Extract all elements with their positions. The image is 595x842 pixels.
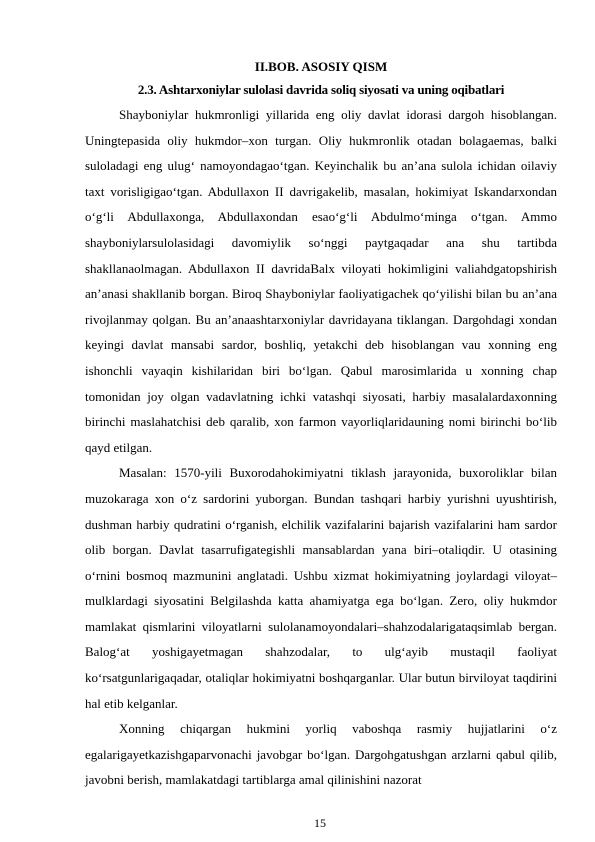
- chapter-title: II.BOB. ASOSIY QISM: [254, 59, 388, 74]
- text-column: [85, 58, 557, 793]
- page-number: 15: [314, 816, 326, 830]
- paragraph-3: Xonning chiqargan hukmini yorliq vaboshqa rasmiy hujjatlarini o‘z egalarigayetkazishgaparvonachi javobgar bo‘lgan. Dargohgatushgan arzlarni qabul qilib, javobni berish, mamlakatdagi tartiblarga amal qilinishini nazorat: [85, 721, 557, 788]
- paragraph-1: Shayboniylar hukmronligi yillarida eng oliy davlat idorasi dargoh hisoblangan. Uningtepasida oliy hukmdor–xon turgan. Oliy hukmronlik otadan bolagaemas, balki suloladagi eng ulug‘ namoyondagao‘tgan. Keyinchalik bu an’ana sulola ichidan oilaviy taxt vorisligigao‘tgan. Abdullaxon II davrigakelib, masalan, hokimiyat Iskandarxondan o‘g‘li Abdullaxonga, Abdullaxondan esao‘g‘li Abdulmo‘minga o‘tgan. Ammo shayboniylarsulolasidagi davomiylik so‘nggi paytgaqadar ana shu tartibda shakllanaolmagan. Abdullaxon II davridaBalx viloyati hokimligini valiahdgatopshirish an’anasi shakllanib borgan. Biroq Shayboniylar faoliyatigachek qo‘yilishi bilan bu an’ana rivojlanmay qolgan. Bu an’anaashtarxoniylar davridayana tiklangan. Dargohdagi xondan keyingi davlat mansabi sardor, boshliq, yetakchi deb hisoblangan vau xonning eng ishonchli vayaqin kishilaridan biri bo‘lgan. Qabul marosimlarida u xonning chap tomonidan joy olgan vadavlatning ichki vatashqi siyosati, harbiy masalalardaxonning birinchi maslahatchisi deb qaralib, xon farmon vayorliqlaridauning nomi birinchi bo‘lib qayd etilgan.: [85, 107, 557, 455]
- section-title: 2.3. Ashtarxoniylar sulolasi davrida soliq siyosati va uning oqibatlari: [137, 82, 505, 97]
- paragraph-2: Masalan: 1570-yili Buxorodahokimiyatni tiklash jarayonida, buxoroliklar bilan muzokaraga xon o‘z sardorini yuborgan. Bundan tashqari harbiy yurishni uyushtirish, dushman harbiy qudratini o‘rganish, elchilik vazifalarini bajarish vazifalarini ham sardor olib borgan. Davlat tasarrufigategishli mansablardan yana biri–otaliqdir. U otasining o‘rnini bosmoq mazmunini anglatadi. Ushbu xizmat hokimiyatning joylardagi viloyat–mulklardagi siyosatini Belgilashda katta ahamiyatga ega bo‘lgan. Zero, oliy hukmdor mamlakat qismlarini viloyatlarni sulolanamoyondalari–shahzodalarigataqsimlab bergan. Balog‘at yoshigayetmagan shahzodalar, to ulg‘ayib mustaqil faoliyat ko‘rsatgunlarigaqadar, otaliqlar hokimiyatni boshqarganlar. Ular butun birviloyat taqdirini hal etib kelganlar.: [85, 465, 557, 711]
